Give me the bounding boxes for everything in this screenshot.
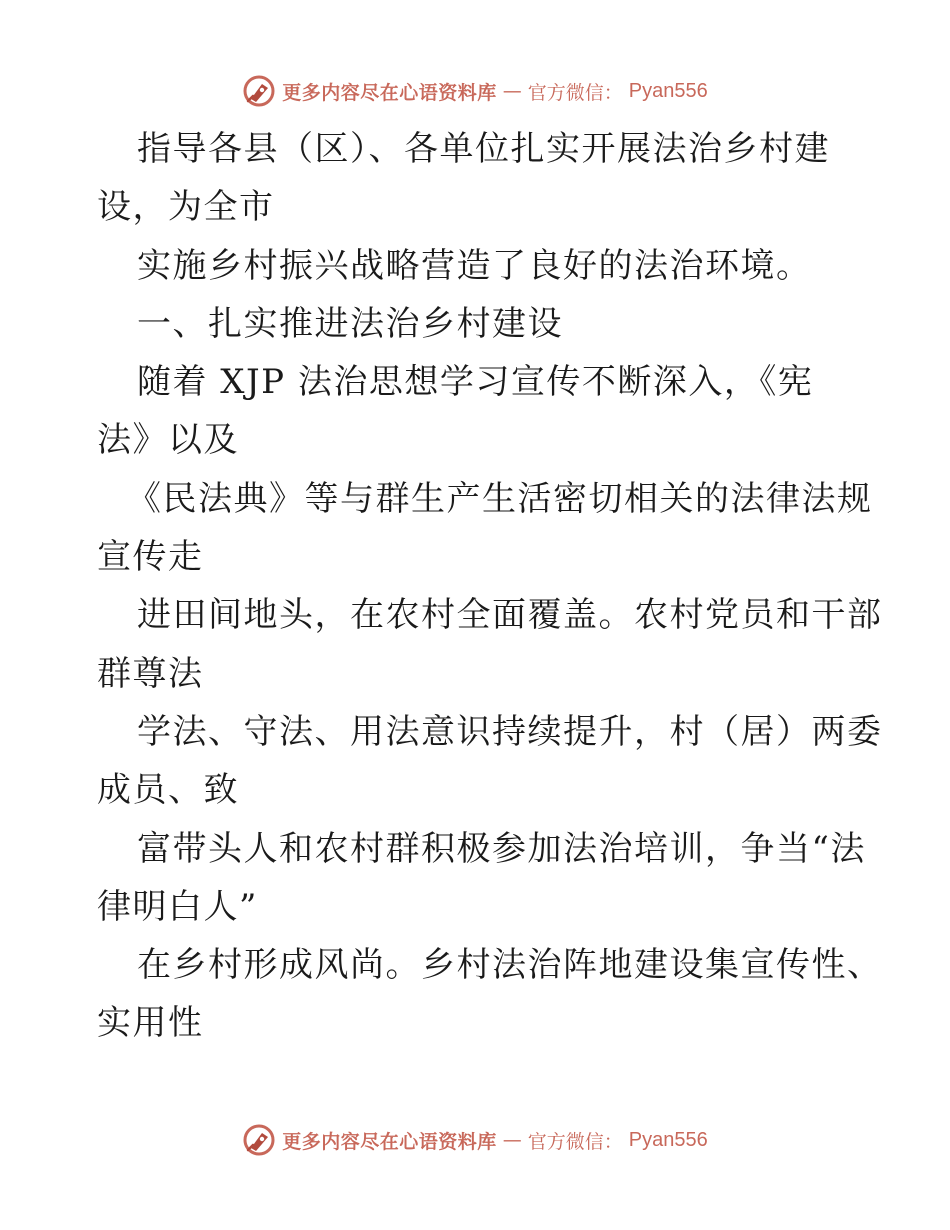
section-heading: 一、扎实推进法治乡村建设 (137, 303, 563, 344)
text-line: 成员、致 (97, 770, 239, 811)
banner-wechat-id: Pyan556 (628, 1128, 708, 1151)
header-banner (0, 71, 950, 111)
text-line: 指导各县（区）、各单位扎实开展法治乡村建 (137, 129, 830, 169)
banner-wechat-label: 官方微信： (527, 81, 623, 104)
text-line: 法》以及 (97, 420, 239, 461)
text-line: 学法、守法、用法意识持续提升，村（居）两委 (137, 711, 883, 752)
banner-brand-text: 更多内容尽在心语资料库 (282, 81, 497, 104)
pen-nib-logo-icon (242, 74, 276, 108)
footer-banner (0, 1120, 950, 1160)
text-line: 在乡村形成风尚。乡村法治阵地建设集宣传性、 (137, 945, 883, 986)
text-line: 实用性 (97, 1003, 204, 1044)
pen-nib-logo-icon (242, 1123, 276, 1157)
text-line: 《民法典》等与群生产生活密切相关的法律法规 (127, 478, 873, 519)
text-line: 随着 XJP 法治思想学习宣传不断深入，《宪 (137, 362, 814, 403)
text-line: 宣传走 (97, 537, 204, 578)
text-line: 富带头人和农村群积极参加法治培训，争当“法 (137, 828, 866, 869)
banner-separator: — (502, 80, 522, 102)
text-line: 群尊法 (97, 653, 204, 694)
banner-brand-text: 更多内容尽在心语资料库 (282, 1130, 497, 1153)
text-line: 设，为全市 (97, 187, 275, 228)
text-line: 进田间地头，在农村全面覆盖。农村党员和干部 (137, 595, 883, 636)
text-line: 律明白人” (97, 886, 258, 927)
banner-wechat-label: 官方微信： (527, 1130, 623, 1153)
banner-separator: — (502, 1129, 522, 1151)
document-body (97, 120, 883, 1053)
banner-wechat-id: Pyan556 (628, 79, 708, 102)
text-line: 实施乡村振兴战略营造了良好的法治环境。 (137, 245, 812, 286)
